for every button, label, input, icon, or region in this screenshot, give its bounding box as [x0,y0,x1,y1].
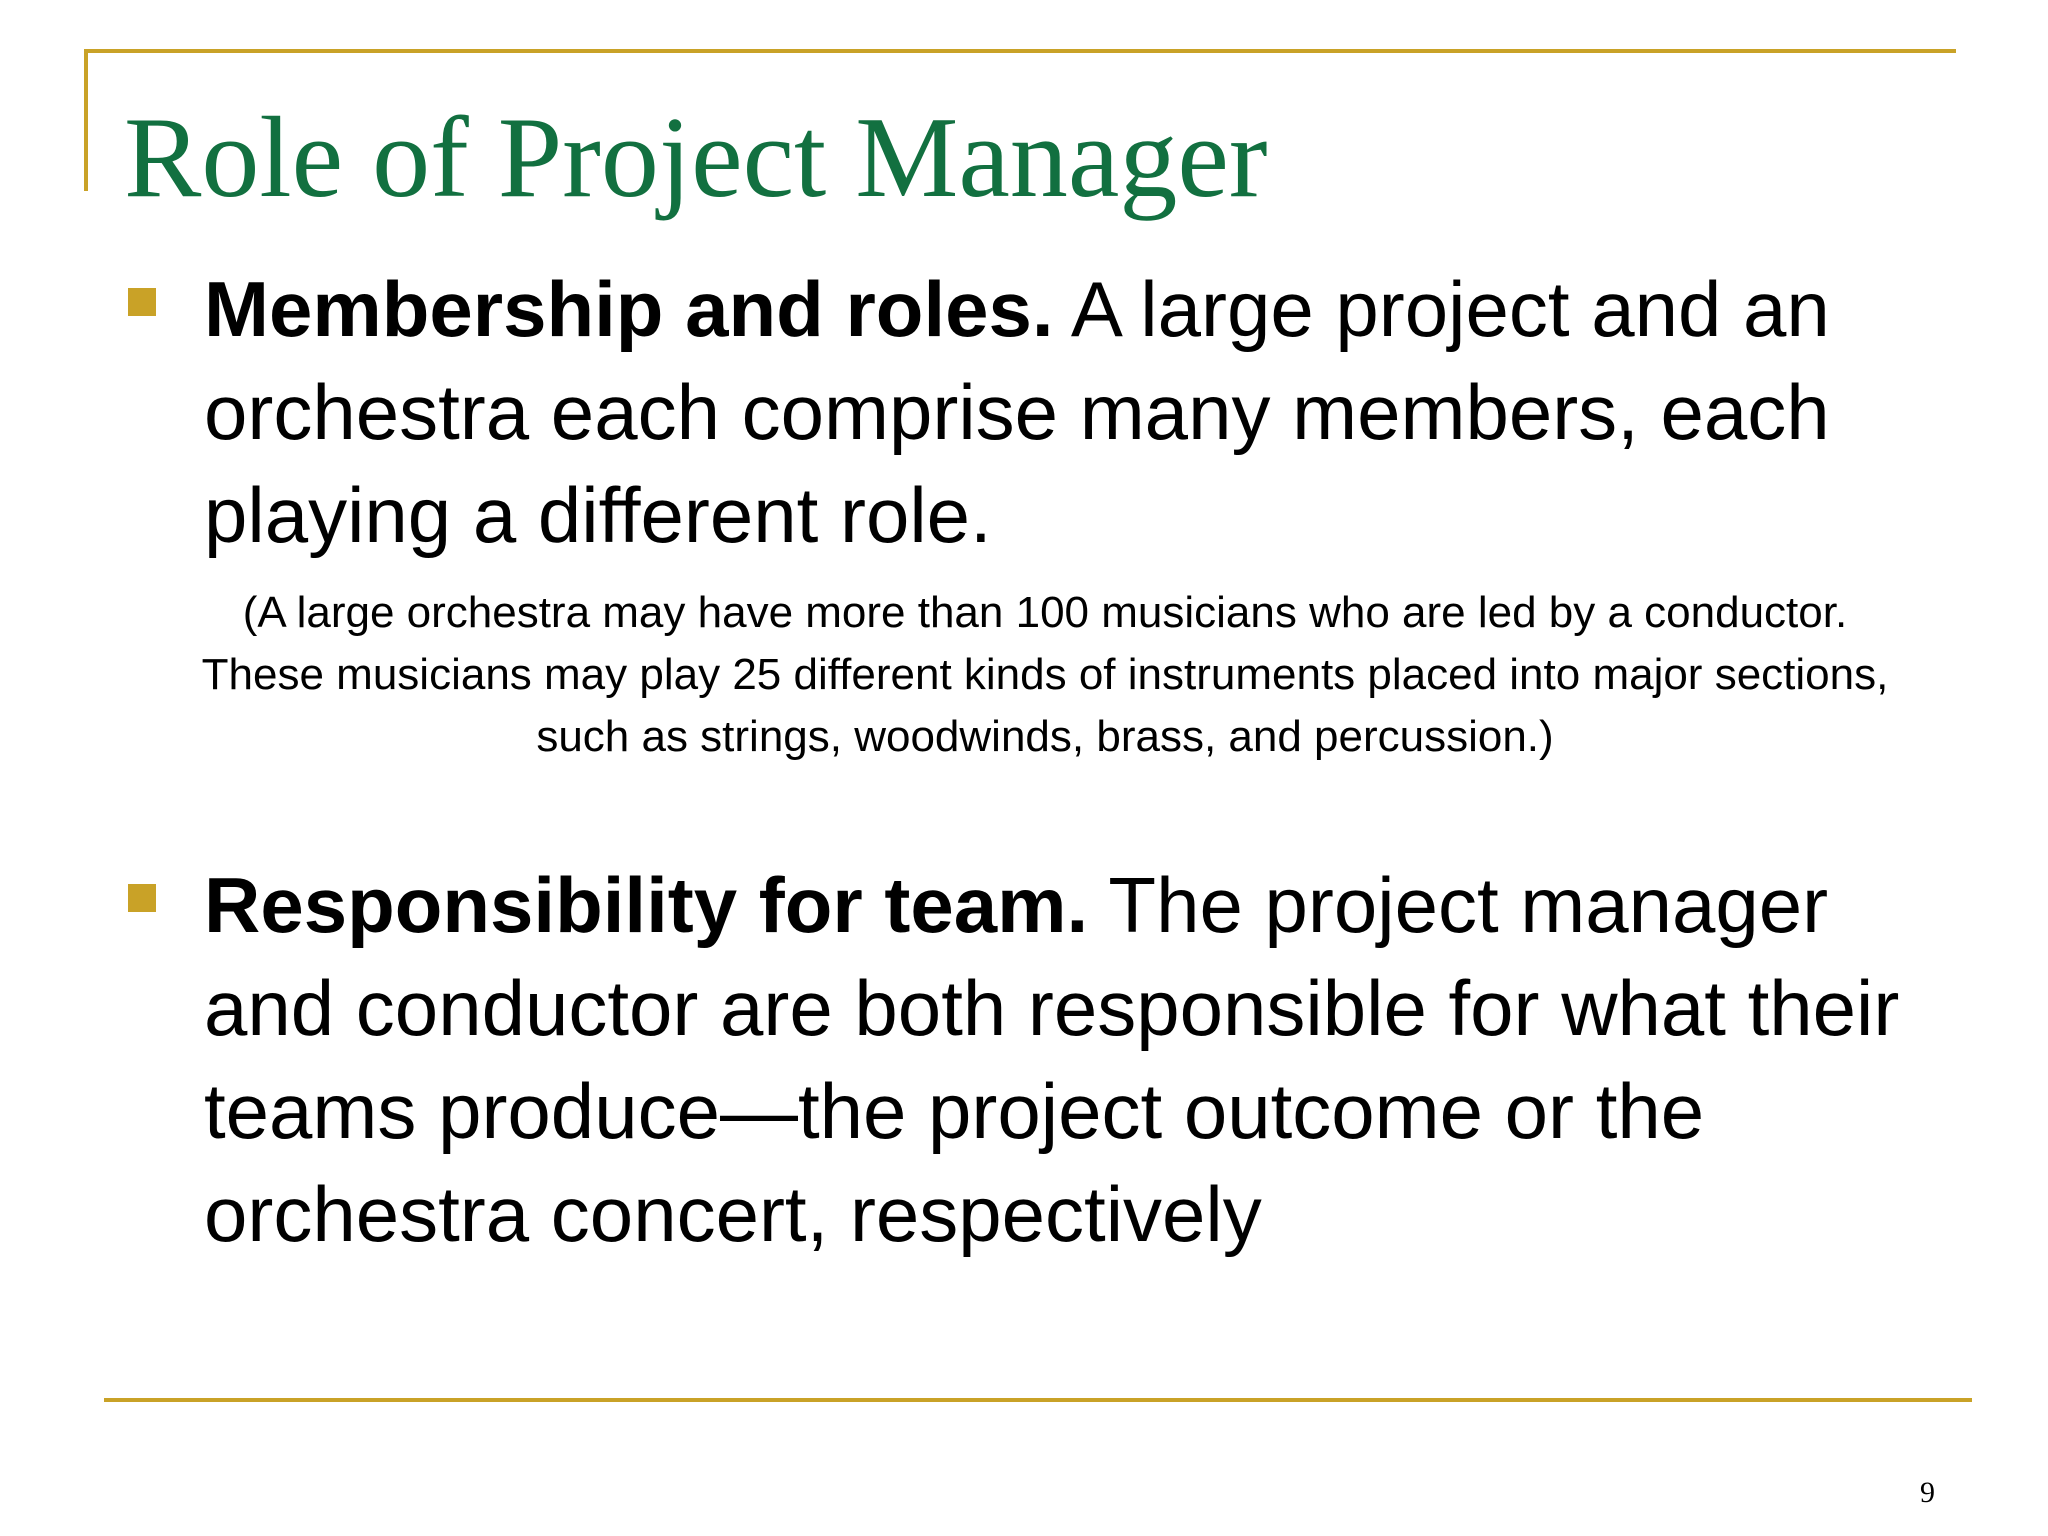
bullet-lead: Responsibility for team. [204,861,1089,949]
bullet-body: The project manager and conductor are both responsible for what their teams produce—the project outcome or the orchestra concert, respectively [204,861,1900,1258]
bullet-item-responsibility [128,854,1948,1266]
square-bullet-icon [128,288,156,316]
bullet-text [204,258,1948,567]
orchestra-note: (A large orchestra may have more than 100 musicians who are led by a conductor. These musicians may play 25 different kinds of instruments placed into major sections, such as strings, woodwinds, brass, and percussion.) [201,588,1889,761]
bullet-body: A large project and an orchestra each comprise many members, each playing a different role. [204,265,1830,559]
left-accent-divider [84,49,88,191]
top-divider [84,49,1956,53]
bullet-item-membership [128,258,1948,567]
bullet-text [204,854,1948,1266]
page-number: 9 [1920,1476,1935,1509]
slide-title: Role of Project Manager [124,94,1268,222]
bullet-lead: Membership and roles. [204,265,1054,353]
square-bullet-icon [128,884,156,912]
bottom-divider [104,1398,1972,1402]
